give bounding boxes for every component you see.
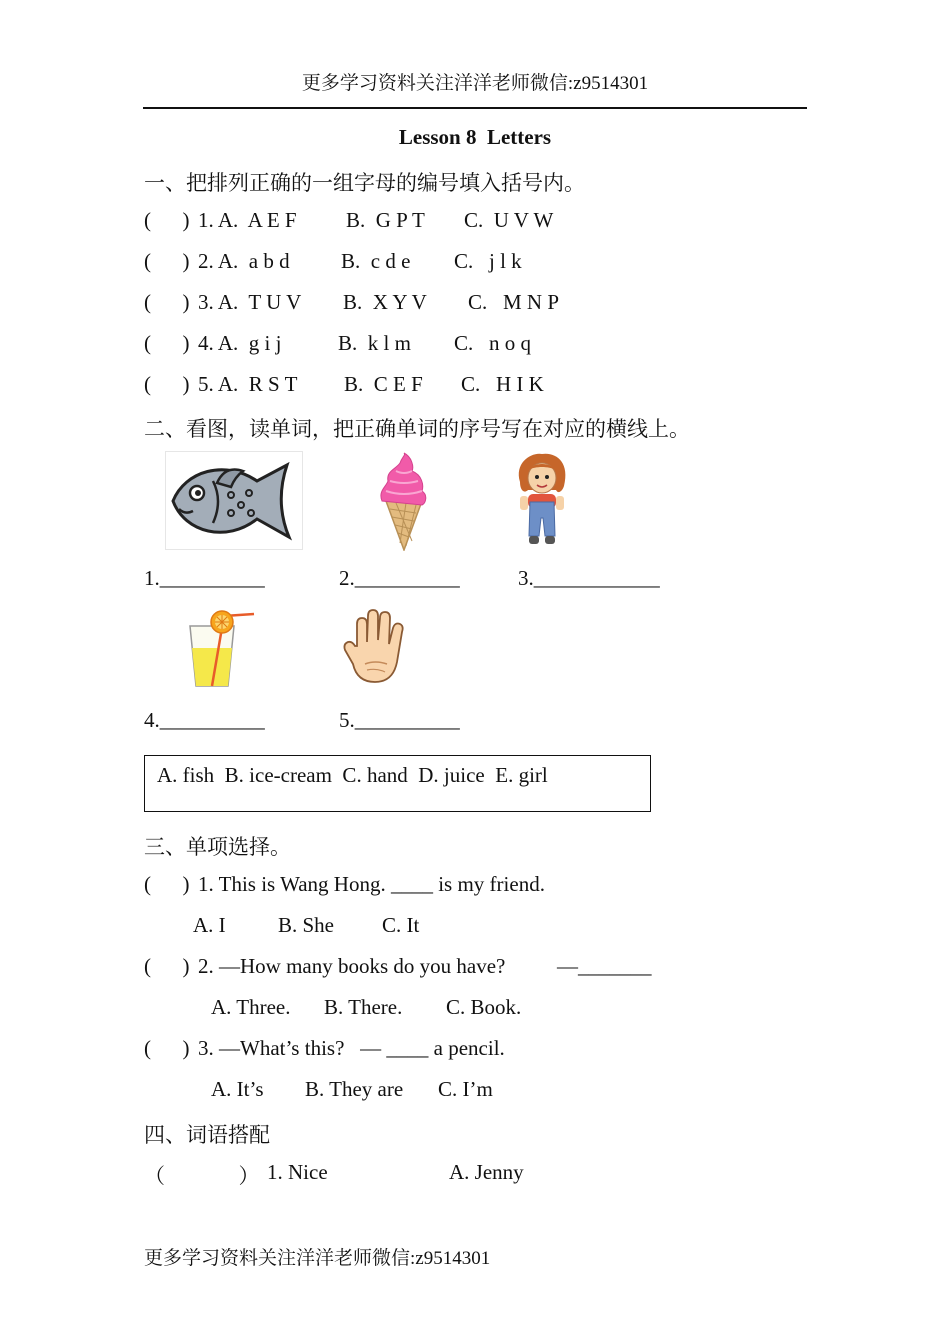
option-a: 2. A. a b d: [198, 249, 290, 273]
part2-heading: 二、看图，读单词，把正确单词的序号写在对应的横线上。: [144, 417, 690, 441]
question-text: 2. —How many books do you have?: [198, 954, 506, 978]
juice-picture: [184, 608, 258, 688]
part3-options-1: [144, 913, 544, 939]
girl-picture: [512, 452, 572, 550]
option-c: C. It: [382, 913, 420, 937]
answer-paren[interactable]: ( ): [144, 249, 190, 273]
part3-options-2: [144, 995, 594, 1021]
header-divider: [143, 107, 807, 109]
option-a: 1. A. A E F: [198, 208, 297, 232]
answer-paren[interactable]: ( ): [144, 372, 190, 396]
part1-item-4: [144, 331, 644, 357]
option-c: C. I’m: [438, 1077, 493, 1101]
answer-paren[interactable]: （ ）: [144, 1164, 260, 1188]
part1-item-1: [144, 208, 644, 234]
fish-picture: [165, 451, 303, 550]
option-b: B. c d e: [341, 249, 411, 273]
blank-2[interactable]: 2.__________: [339, 566, 460, 590]
hand-shape: [344, 610, 402, 682]
answer-paren[interactable]: ( ): [144, 954, 190, 978]
lesson-title: Lesson 8 Letters: [398, 125, 552, 149]
option-c: C. M N P: [468, 290, 560, 314]
match-right: A. Jenny: [449, 1160, 524, 1184]
option-a: 3. A. T U V: [198, 290, 302, 314]
hand-picture: [343, 606, 413, 686]
question-text: 3. —What’s this? — ____ a pencil.: [198, 1036, 505, 1060]
option-a: A. It’s: [211, 1077, 264, 1101]
blank-1[interactable]: 1.__________: [144, 566, 265, 590]
part1-item-2: [144, 249, 644, 275]
option-b: B. C E F: [344, 372, 423, 396]
part1-heading: 一、把排列正确的一组字母的编号填入括号内。: [144, 171, 585, 195]
part3-heading: 三、单项选择。: [144, 835, 291, 859]
option-b: B. There.: [324, 995, 403, 1019]
blank-3[interactable]: 3.____________: [518, 566, 660, 590]
option-c: C. H I K: [461, 372, 544, 396]
part1-item-5: [144, 372, 644, 398]
option-c: C. j l k: [454, 249, 522, 273]
option-b: B. k l m: [338, 331, 411, 355]
ice-cream-picture: [376, 451, 432, 551]
option-a: A. Three.: [211, 995, 291, 1019]
blank-5[interactable]: 5.__________: [339, 708, 460, 732]
answer-paren[interactable]: ( ): [144, 1036, 190, 1060]
answer-paren[interactable]: ( ): [144, 872, 190, 896]
ice-cream-scoop: [381, 453, 426, 505]
option-b: B. They are: [305, 1077, 404, 1101]
answer-paren[interactable]: ( ): [144, 331, 190, 355]
page-footer: 更多学习资料关注洋洋老师微信:z9514301: [144, 1248, 491, 1269]
part3-question-3: [144, 1036, 744, 1062]
question-text: 1. This is Wang Hong. ____ is my friend.: [198, 872, 545, 896]
part4-heading: 四、词语搭配: [144, 1123, 270, 1147]
option-a: 5. A. R S T: [198, 372, 298, 396]
match-left: 1. Nice: [267, 1160, 328, 1184]
option-a: 4. A. g i j: [198, 331, 282, 355]
blank-4[interactable]: 4.__________: [144, 708, 265, 732]
answer-paren[interactable]: ( ): [144, 208, 190, 232]
answer-paren[interactable]: ( ): [144, 290, 190, 314]
page-header: 更多学习资料关注洋洋老师微信:z9514301: [301, 73, 649, 94]
option-c: C. n o q: [454, 331, 532, 355]
part1-item-3: [144, 290, 644, 316]
option-c: C. U V W: [464, 208, 554, 232]
option-b: B. X Y V: [343, 290, 427, 314]
answer-blank[interactable]: —_______: [557, 954, 652, 978]
option-b: B. She: [278, 913, 335, 937]
word-bank-box: [144, 755, 651, 812]
cone: [386, 501, 422, 550]
option-c: C. Book.: [446, 995, 522, 1019]
word-bank-text: A. fish B. ice-cream C. hand D. juice E. girl: [157, 763, 548, 787]
part3-options-3: [144, 1077, 594, 1103]
part3-question-1: [144, 872, 744, 898]
part3-question-2: [144, 954, 744, 980]
part4-item-1: [144, 1160, 594, 1186]
option-b: B. G P T: [346, 208, 425, 232]
option-a: A. I: [193, 913, 226, 937]
